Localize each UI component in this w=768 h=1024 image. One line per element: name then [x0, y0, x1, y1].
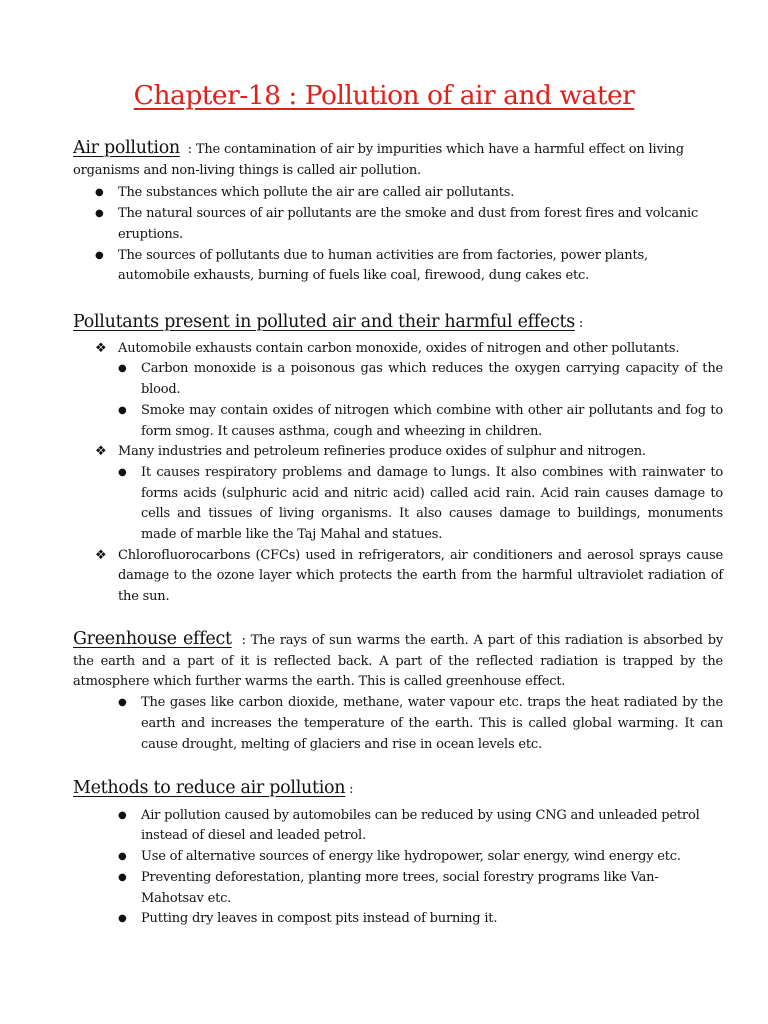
air-pollution-list: [73, 183, 703, 287]
heading-colon: :: [241, 633, 246, 648]
greenhouse-section: [73, 629, 723, 755]
sub-list: [118, 359, 723, 442]
list-item: [73, 806, 713, 847]
air-pollution-section: [73, 138, 723, 287]
sub-list-item: [73, 359, 723, 400]
list-item-text: Air pollution caused by automobiles can be reduced by using CNG and unleaded petrol instead of diesel and leaded petrol.: [141, 807, 700, 844]
list-item-text: Carbon monoxide is a poisonous gas which reduces the oxygen carrying capacity of the blood.: [141, 361, 723, 398]
bullet-icon: ●: [95, 208, 104, 220]
heading-colon: :: [349, 782, 354, 797]
list-item: [73, 847, 713, 868]
list-item: [73, 183, 703, 204]
list-item-text: Automobile exhausts contain carbon monoxide, oxides of nitrogen and other pollutants.: [118, 340, 680, 356]
pollutants-list: [73, 339, 723, 608]
definition-text: The contamination of air by impurities which have a harmful effect on living organisms and non-living things is called air pollution.: [73, 142, 684, 178]
sub-list-item: [73, 401, 723, 442]
methods-heading: Methods to reduce air pollution: [73, 778, 346, 798]
bullet-icon: ●: [95, 249, 104, 261]
pollutants-section: [73, 312, 723, 608]
bullet-icon: ●: [118, 913, 127, 925]
list-item: [73, 246, 673, 287]
list-item-text: Putting dry leaves in compost pits instead of burning it.: [141, 911, 498, 927]
diamond-bullet-icon: ❖: [95, 444, 107, 460]
list-item-text: Smoke may contain oxides of nitrogen which combine with other air pollutants and fog to form smog. It causes asthma, cough and wheezing in children.: [141, 402, 723, 439]
sub-list: [118, 463, 723, 546]
sub-list-item: [73, 463, 723, 546]
list-item: [73, 204, 703, 245]
air-pollution-definition: [73, 138, 693, 181]
heading-colon: :: [578, 316, 584, 331]
list-item-text: Use of alternative sources of energy like hydropower, solar energy, wind energy etc.: [141, 849, 681, 865]
bullet-icon: ●: [118, 466, 127, 478]
diamond-bullet-icon: ❖: [95, 547, 107, 563]
list-item-text: The gases like carbon dioxide, methane, water vapour etc. traps the heat radiated by the earth and increases the temperature of the earth. This is called global warming. It can cause drought, melting of glaciers and rise in ocean levels etc.: [141, 695, 723, 752]
list-item: [73, 909, 713, 930]
greenhouse-heading: Greenhouse effect: [73, 629, 232, 649]
pollutants-heading-line: [73, 312, 723, 335]
diamond-bullet-icon: ❖: [95, 340, 107, 356]
list-item: [73, 868, 701, 909]
methods-list: [73, 806, 713, 930]
list-item-text: Many industries and petroleum refineries produce oxides of sulphur and nitrogen.: [118, 444, 646, 460]
bullet-icon: ●: [118, 809, 127, 821]
list-item-text: Preventing deforestation, planting more trees, social forestry programs like Van-Mahotsav etc.: [141, 869, 659, 906]
pollutants-heading: Pollutants present in polluted air and their harmful effects: [73, 312, 575, 332]
methods-section: [73, 778, 723, 930]
list-item: [73, 693, 723, 755]
chapter-title: Chapter-18 : Pollution of air and water: [133, 80, 635, 111]
list-item: [73, 546, 723, 608]
list-item-text: It causes respiratory problems and damage to lungs. It also combines with rainwater to forms acids (sulphuric acid and nitric acid) called acid rain. Acid rain causes damage to cells and tissues of living organisms. It also causes damage to buildings, monuments made of marble like the Taj Mahal and statues.: [141, 464, 723, 543]
bullet-icon: ●: [118, 871, 127, 883]
list-item-text: The natural sources of air pollutants are the smoke and dust from forest fires and volcanic eruptions.: [118, 206, 699, 242]
list-item: [73, 442, 723, 546]
air-pollution-heading: Air pollution: [73, 138, 180, 158]
heading-colon: :: [187, 142, 192, 157]
list-item: [73, 339, 723, 443]
greenhouse-definition: [73, 629, 723, 693]
bullet-icon: ●: [118, 851, 127, 863]
greenhouse-list: [73, 693, 723, 755]
bullet-icon: ●: [118, 697, 127, 709]
bullet-icon: ●: [95, 187, 104, 199]
list-item-text: The sources of pollutants due to human activities are from factories, power plants, automobile exhausts, burning of fuels like coal, firewood, dung cakes etc.: [118, 247, 648, 284]
bullet-icon: ●: [118, 404, 127, 416]
list-item-text: The substances which pollute the air are called air pollutants.: [118, 185, 515, 201]
definition-text: The rays of sun warms the earth. A part of this radiation is absorbed by the earth and a part of it is reflected back. A part of the reflected radiation is trapped by the atmosphere which further warms the earth. This is called greenhouse effect.: [73, 633, 723, 690]
methods-heading-line: [73, 778, 723, 801]
bullet-icon: ●: [118, 363, 127, 375]
list-item-text: Chlorofluorocarbons (CFCs) used in refrigerators, air conditioners and aerosol sprays cause damage to the ozone layer which protects the earth from the harmful ultraviolet radiation of the sun.: [118, 547, 723, 605]
